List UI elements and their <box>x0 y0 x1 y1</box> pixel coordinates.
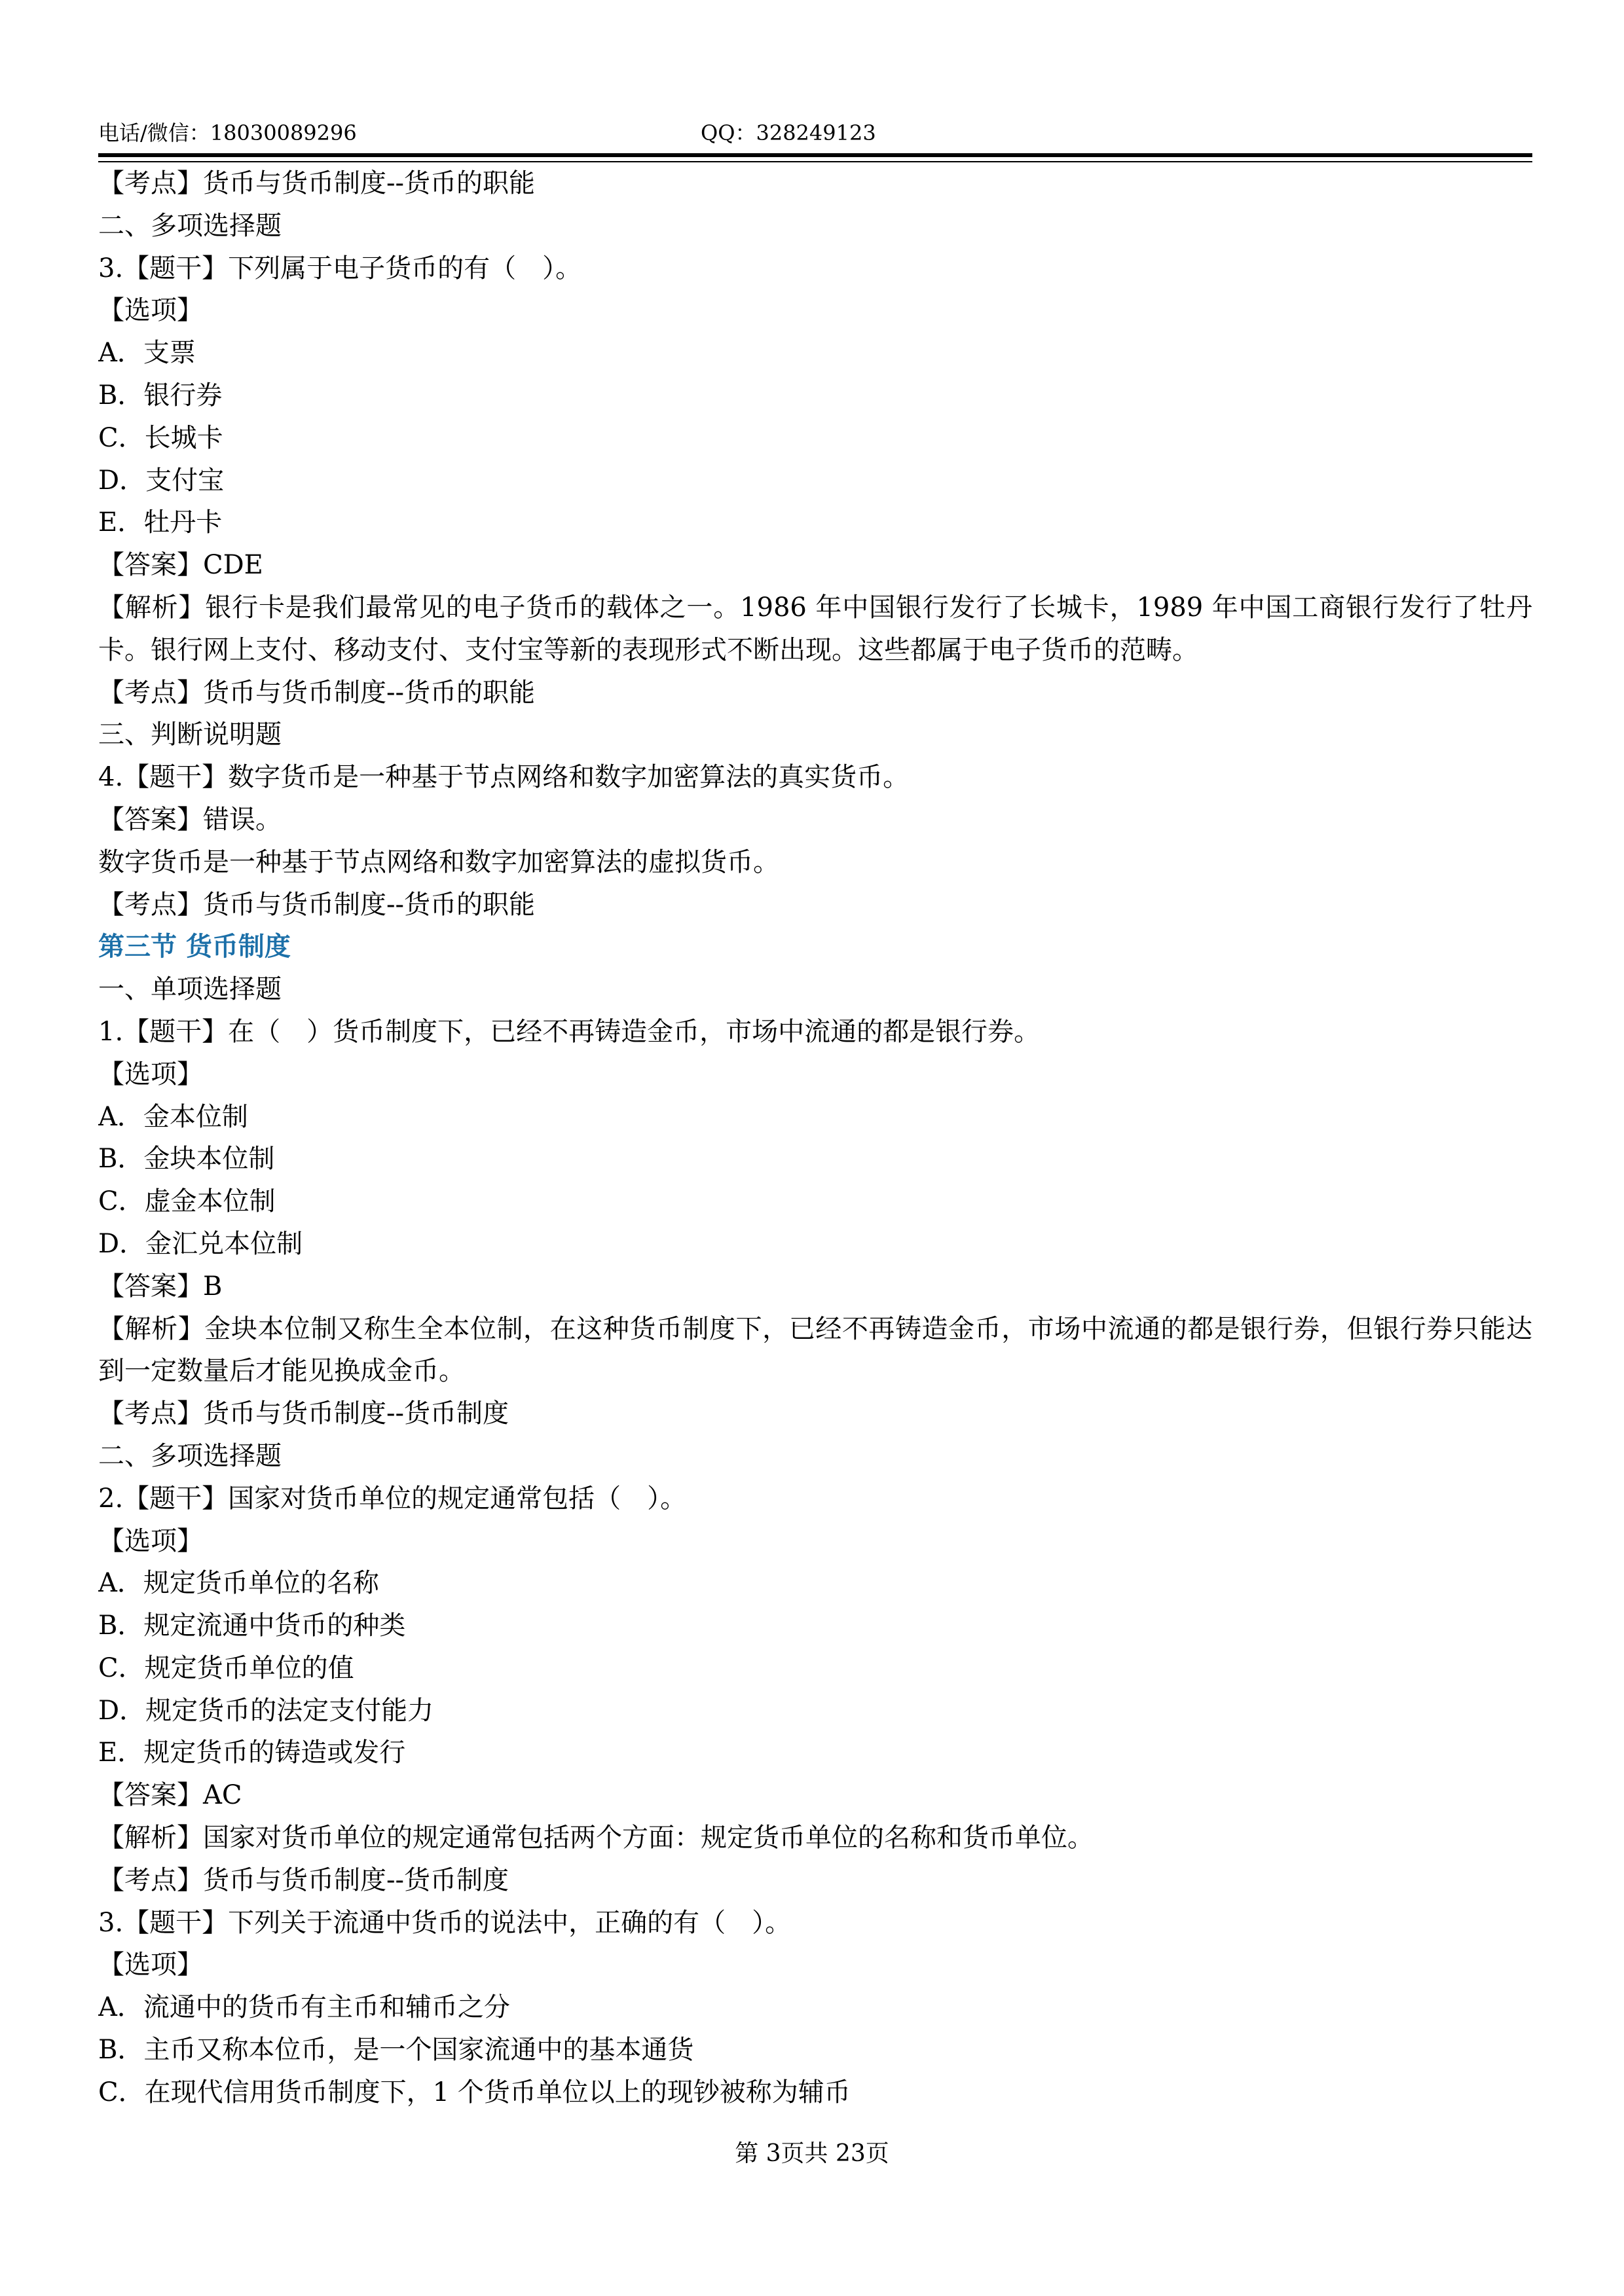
line-section-heading: 三、判断说明题 <box>98 720 282 750</box>
chapter-section-title: 第三节 货币制度 <box>98 931 291 962</box>
line-option: E．牡丹卡 <box>98 507 223 538</box>
line-explanation: 【解析】银行卡是我们最常见的电子货币的载体之一。1986 年中国银行发行了长城卡，1989 年中国工商银行发行了牡丹卡。银行网上支付、移动支付、支付宝等新的表现形式不断出现。这些都属于电子货币的范畴。 <box>98 592 1532 665</box>
line-option: D．支付宝 <box>98 465 225 496</box>
line-option: B．金块本位制 <box>98 1144 275 1175</box>
page-footer: 第 3页共 23页 <box>735 2140 889 2167</box>
line-option: E．规定货币的铸造或发行 <box>98 1738 406 1768</box>
line-explanation: 【解析】国家对货币单位的规定通常包括两个方面：规定货币单位的名称和货币单位。 <box>98 1823 1094 1853</box>
line-option: C．虚金本位制 <box>98 1186 276 1217</box>
line-exam-point: 【考点】货币与货币制度--货币的职能 <box>98 677 536 708</box>
line-answer: 【答案】AC <box>98 1780 242 1811</box>
line-option: C．在现代信用货币制度下，1 个货币单位以上的现钞被称为辅币 <box>98 2077 851 2107</box>
line-exam-point: 【考点】货币与货币制度--货币的职能 <box>98 168 536 198</box>
line-options-label: 【选项】 <box>98 295 203 326</box>
line-question-stem: 2.【题干】国家对货币单位的规定通常包括（ ）。 <box>98 1483 687 1514</box>
line-section-heading: 一、单项选择题 <box>98 974 282 1005</box>
line-explanation: 【解析】金块本位制又称生全本位制，在这种货币制度下，已经不再铸造金币，市场中流通的都是银行券，但银行券只能达到一定数量后才能见换成金币。 <box>98 1313 1532 1387</box>
line-question-stem: 4.【题干】数字货币是一种基于节点网络和数字加密算法的真实货币。 <box>98 762 910 793</box>
line-option: B．主币又称本位币，是一个国家流通中的基本通货 <box>98 2035 694 2066</box>
line-section-heading: 二、多项选择题 <box>98 1440 282 1471</box>
header-rule-thick <box>98 153 1532 157</box>
line-option: D．规定货币的法定支付能力 <box>98 1695 434 1726</box>
line-answer: 【答案】CDE <box>98 550 263 581</box>
line-explanation: 数字货币是一种基于节点网络和数字加密算法的虚拟货币。 <box>98 847 779 877</box>
line-exam-point: 【考点】货币与货币制度--货币制度 <box>98 1398 509 1429</box>
line-question-stem: 3.【题干】下列关于流通中货币的说法中，正确的有（ ）。 <box>98 1907 792 1938</box>
document-body <box>98 162 1532 2114</box>
contact-phone: 电话/微信：18030089296 <box>98 120 357 145</box>
line-option: D．金汇兑本位制 <box>98 1228 303 1259</box>
line-section-heading: 二、多项选择题 <box>98 210 282 241</box>
line-exam-point: 【考点】货币与货币制度--货币的职能 <box>98 889 536 920</box>
line-option: C．长城卡 <box>98 422 223 453</box>
line-exam-point: 【考点】货币与货币制度--货币制度 <box>98 1865 509 1895</box>
line-option: A．规定货币单位的名称 <box>98 1568 379 1599</box>
line-options-label: 【选项】 <box>98 1059 203 1089</box>
line-option: A．支票 <box>98 338 196 369</box>
line-answer: 【答案】错误。 <box>98 804 282 835</box>
line-option: A．流通中的货币有主币和辅币之分 <box>98 1992 510 2023</box>
line-option: A．金本位制 <box>98 1101 248 1132</box>
line-question-stem: 1.【题干】在（ ）货币制度下，已经不再铸造金币，市场中流通的都是银行券。 <box>98 1016 1041 1047</box>
page-header <box>98 117 1532 149</box>
line-options-label: 【选项】 <box>98 1950 203 1980</box>
line-option: B．规定流通中货币的种类 <box>98 1611 406 1641</box>
contact-qq: QQ：328249123 <box>701 120 876 145</box>
line-question-stem: 3.【题干】下列属于电子货币的有（ ）。 <box>98 253 582 283</box>
line-options-label: 【选项】 <box>98 1525 203 1556</box>
line-option: C．规定货币单位的值 <box>98 1652 354 1683</box>
line-answer: 【答案】B <box>98 1271 223 1302</box>
line-option: B．银行券 <box>98 380 223 410</box>
